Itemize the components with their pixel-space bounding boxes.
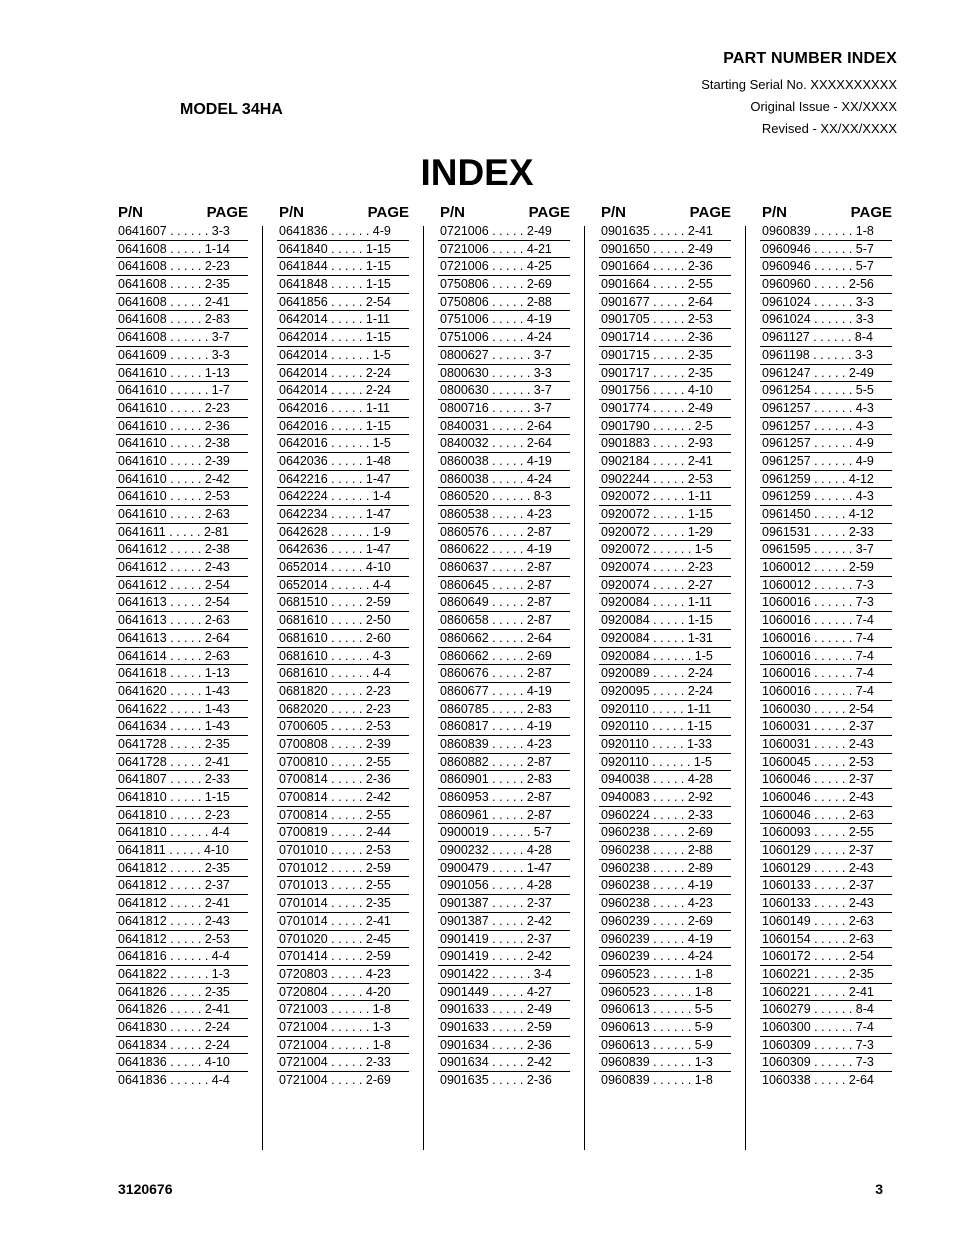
index-entry: 0901449 . . . . . 4-27 <box>438 984 570 1002</box>
index-entry: 0901664 . . . . . 2-36 <box>599 258 731 276</box>
pn-header: P/N <box>118 204 144 221</box>
index-entry: 0960239 . . . . . 4-24 <box>599 948 731 966</box>
index-entry: 1060046 . . . . . 2-43 <box>760 789 892 807</box>
index-entry: 1060031 . . . . . 2-37 <box>760 718 892 736</box>
index-column-3 <box>438 204 570 1090</box>
index-entry: 0840032 . . . . . 2-64 <box>438 435 570 453</box>
index-entry: 0721004 . . . . . . 1-8 <box>277 1037 409 1055</box>
index-entry: 0641836 . . . . . . 4-9 <box>277 223 409 241</box>
index-entry: 0800630 . . . . . . 3-3 <box>438 365 570 383</box>
index-entry: 0681510 . . . . . 2-59 <box>277 594 409 612</box>
index-entry: 0860622 . . . . . 4-19 <box>438 541 570 559</box>
index-entry: 0960238 . . . . . 4-19 <box>599 877 731 895</box>
index-entry: 0960523 . . . . . . 1-8 <box>599 966 731 984</box>
index-entry: 0901883 . . . . . 2-93 <box>599 435 731 453</box>
index-entry: 0642224 . . . . . . 1-4 <box>277 488 409 506</box>
index-entry: 0641822 . . . . . . 1-3 <box>116 966 248 984</box>
index-entry: 0642016 . . . . . . 1-5 <box>277 435 409 453</box>
index-entry: 0961531 . . . . . 2-33 <box>760 524 892 542</box>
index-entry: 0860538 . . . . . 4-23 <box>438 506 570 524</box>
index-entry: 0901664 . . . . . 2-55 <box>599 276 731 294</box>
index-entry: 1060221 . . . . . 2-35 <box>760 966 892 984</box>
index-rows <box>116 223 248 1090</box>
index-entry: 0641613 . . . . . 2-64 <box>116 630 248 648</box>
index-entry: 0641608 . . . . . 2-35 <box>116 276 248 294</box>
index-entry: 0641812 . . . . . 2-43 <box>116 913 248 931</box>
index-entry: 0901387 . . . . . 2-42 <box>438 913 570 931</box>
index-entry: 0920072 . . . . . 1-15 <box>599 506 731 524</box>
index-entry: 0642036 . . . . . 1-48 <box>277 453 409 471</box>
index-entry: 0700819 . . . . . 2-44 <box>277 824 409 842</box>
page-header: PAGE <box>850 204 892 221</box>
index-rows <box>277 223 409 1090</box>
index-entry: 0860662 . . . . . 2-69 <box>438 648 570 666</box>
index-entry: 0961257 . . . . . . 4-9 <box>760 435 892 453</box>
index-entry: 0961257 . . . . . . 4-3 <box>760 400 892 418</box>
index-entry: 0641834 . . . . . 2-24 <box>116 1037 248 1055</box>
index-entry: 1060133 . . . . . 2-37 <box>760 877 892 895</box>
index-entry: 0961450 . . . . . 4-12 <box>760 506 892 524</box>
index-entry: 0700814 . . . . . 2-36 <box>277 771 409 789</box>
index-entry: 0641810 . . . . . 2-23 <box>116 807 248 825</box>
index-entry: 0901419 . . . . . 2-42 <box>438 948 570 966</box>
index-entry: 1060149 . . . . . 2-63 <box>760 913 892 931</box>
index-entry: 0642014 . . . . . 2-24 <box>277 365 409 383</box>
index-entry: 0860961 . . . . . 2-87 <box>438 807 570 825</box>
index-entry: 0641812 . . . . . 2-37 <box>116 877 248 895</box>
index-entry: 0901635 . . . . . 2-41 <box>599 223 731 241</box>
index-entry: 0920074 . . . . . 2-23 <box>599 559 731 577</box>
index-entry: 1060016 . . . . . . 7-4 <box>760 665 892 683</box>
index-entry: 0961257 . . . . . . 4-9 <box>760 453 892 471</box>
index-rows <box>438 223 570 1090</box>
index-entry: 0961259 . . . . . . 4-3 <box>760 488 892 506</box>
index-entry: 0901715 . . . . . 2-35 <box>599 347 731 365</box>
index-entry: 0961198 . . . . . . 3-3 <box>760 347 892 365</box>
index-entry: 0900019 . . . . . . 5-7 <box>438 824 570 842</box>
index-entry: 0961254 . . . . . . 5-5 <box>760 382 892 400</box>
index-entry: 0901056 . . . . . 4-28 <box>438 877 570 895</box>
index-entry: 0901774 . . . . . 2-49 <box>599 400 731 418</box>
column-header <box>599 204 731 223</box>
index-entry: 0860662 . . . . . 2-64 <box>438 630 570 648</box>
index-entry: 0920110 . . . . . . 1-5 <box>599 754 731 772</box>
index-entry: 0961595 . . . . . . 3-7 <box>760 541 892 559</box>
index-entry: 0642628 . . . . . . 1-9 <box>277 524 409 542</box>
page-header-title: PART NUMBER INDEX <box>723 50 897 67</box>
index-entry: 0901705 . . . . . 2-53 <box>599 311 731 329</box>
index-entry: 0641812 . . . . . 2-41 <box>116 895 248 913</box>
index-entry: 0641612 . . . . . 2-54 <box>116 577 248 595</box>
index-column-5 <box>760 204 892 1090</box>
index-entry: 0860637 . . . . . 2-87 <box>438 559 570 577</box>
index-entry: 0750806 . . . . . 2-88 <box>438 294 570 312</box>
index-entry: 0641610 . . . . . 2-23 <box>116 400 248 418</box>
index-entry: 0721004 . . . . . 2-69 <box>279 1073 391 1087</box>
index-entry: 0961259 . . . . . 4-12 <box>760 471 892 489</box>
index-entry: 0642014 . . . . . 1-15 <box>277 329 409 347</box>
index-entry: 1060338 . . . . . 2-64 <box>762 1073 874 1087</box>
index-entry: 1060129 . . . . . 2-37 <box>760 842 892 860</box>
index-entry: 1060045 . . . . . 2-53 <box>760 754 892 772</box>
index-entry: 0840031 . . . . . 2-64 <box>438 418 570 436</box>
index-entry: 0920110 . . . . . 1-33 <box>599 736 731 754</box>
index-entry: 0641807 . . . . . 2-33 <box>116 771 248 789</box>
index-entry: 0901419 . . . . . 2-37 <box>438 931 570 949</box>
index-entry: 0960960 . . . . . 2-56 <box>760 276 892 294</box>
index-entry: 0901650 . . . . . 2-49 <box>599 241 731 259</box>
index-entry: 0641848 . . . . . 1-15 <box>277 276 409 294</box>
index-entry: 1060046 . . . . . 2-37 <box>760 771 892 789</box>
index-entry: 0960839 . . . . . . 1-8 <box>601 1073 713 1087</box>
index-entry: 0641840 . . . . . 1-15 <box>277 241 409 259</box>
index-entry: 0641620 . . . . . 1-43 <box>116 683 248 701</box>
index-entry: 0920072 . . . . . 1-11 <box>599 488 731 506</box>
index-entry: 0701014 . . . . . 2-41 <box>277 913 409 931</box>
index-entry: 0960239 . . . . . 4-19 <box>599 931 731 949</box>
index-entry: 0641812 . . . . . 2-35 <box>116 860 248 878</box>
index-entry: 1060030 . . . . . 2-54 <box>760 701 892 719</box>
document-number: 3120676 <box>118 1181 173 1197</box>
index-entry: 0641608 . . . . . 2-83 <box>116 311 248 329</box>
index-entry: 0652014 . . . . . . 4-4 <box>277 577 409 595</box>
index-entry: 0641610 . . . . . 2-36 <box>116 418 248 436</box>
index-entry: 0860576 . . . . . 2-87 <box>438 524 570 542</box>
index-entry: 0641816 . . . . . . 4-4 <box>116 948 248 966</box>
index-entry: 0641610 . . . . . 2-53 <box>116 488 248 506</box>
index-entry: 0920095 . . . . . 2-24 <box>599 683 731 701</box>
index-entry: 0960238 . . . . . 2-69 <box>599 824 731 842</box>
index-entry: 0642234 . . . . . 1-47 <box>277 506 409 524</box>
index-entry: 0720804 . . . . . 4-20 <box>277 984 409 1002</box>
index-rows <box>599 223 731 1090</box>
index-entry: 1060016 . . . . . . 7-4 <box>760 683 892 701</box>
index-entry: 0960839 . . . . . . 1-8 <box>760 223 892 241</box>
index-entry: 0641810 . . . . . . 4-4 <box>116 824 248 842</box>
index-entry: 1060093 . . . . . 2-55 <box>760 824 892 842</box>
index-entry: 0721006 . . . . . 4-25 <box>438 258 570 276</box>
index-entry: 0860520 . . . . . . 8-3 <box>438 488 570 506</box>
index-entry: 0961247 . . . . . 2-49 <box>760 365 892 383</box>
index-entry: 0641611 . . . . . 2-81 <box>116 524 248 542</box>
index-entry: 1060016 . . . . . . 7-4 <box>760 612 892 630</box>
index-entry: 1060133 . . . . . 2-43 <box>760 895 892 913</box>
index-entry: 0681610 . . . . . 2-60 <box>277 630 409 648</box>
index-entry: 0641811 . . . . . 4-10 <box>116 842 248 860</box>
page-header: PAGE <box>206 204 248 221</box>
index-entry: 0721006 . . . . . 4-21 <box>438 241 570 259</box>
column-header <box>760 204 892 223</box>
index-entry: 1060016 . . . . . . 7-3 <box>760 594 892 612</box>
index-entry: 1060046 . . . . . 2-63 <box>760 807 892 825</box>
index-entry: 0860901 . . . . . 2-83 <box>438 771 570 789</box>
index-entry: 0641826 . . . . . 2-35 <box>116 984 248 1002</box>
index-entry: 0641810 . . . . . 1-15 <box>116 789 248 807</box>
index-entry: 1060016 . . . . . . 7-4 <box>760 630 892 648</box>
index-entry: 0641612 . . . . . 2-38 <box>116 541 248 559</box>
index-entry: 0920084 . . . . . 1-31 <box>599 630 731 648</box>
index-entry: 0641610 . . . . . 2-42 <box>116 471 248 489</box>
column-divider <box>423 226 424 1150</box>
index-entry: 0641610 . . . . . 1-13 <box>116 365 248 383</box>
index-entry: 0800627 . . . . . . 3-7 <box>438 347 570 365</box>
index-entry: 0700814 . . . . . 2-42 <box>277 789 409 807</box>
index-entry: 0800630 . . . . . . 3-7 <box>438 382 570 400</box>
index-entry: 0701020 . . . . . 2-45 <box>277 931 409 949</box>
index-entry: 0642016 . . . . . 1-15 <box>277 418 409 436</box>
column-header <box>116 204 248 223</box>
index-entry: 0682020 . . . . . 2-23 <box>277 701 409 719</box>
index-entry: 0920110 . . . . . 1-11 <box>599 701 731 719</box>
index-column-4 <box>599 204 731 1090</box>
index-entry: 0901633 . . . . . 2-49 <box>438 1001 570 1019</box>
index-entry: 0961127 . . . . . . 8-4 <box>760 329 892 347</box>
index-entry: 0860817 . . . . . 4-19 <box>438 718 570 736</box>
index-entry: 0701414 . . . . . 2-59 <box>277 948 409 966</box>
index-entry: 0641613 . . . . . 2-63 <box>116 612 248 630</box>
index-title: INDEX <box>420 152 534 193</box>
index-entry: 0641728 . . . . . 2-41 <box>116 754 248 772</box>
index-entry: 0960613 . . . . . . 5-9 <box>599 1019 731 1037</box>
index-entry: 1060300 . . . . . . 7-4 <box>760 1019 892 1037</box>
column-header <box>277 204 409 223</box>
index-entry: 0641844 . . . . . 1-15 <box>277 258 409 276</box>
index-entry: 0641856 . . . . . 2-54 <box>277 294 409 312</box>
index-entry: 0901633 . . . . . 2-59 <box>438 1019 570 1037</box>
index-entry: 1060154 . . . . . 2-63 <box>760 931 892 949</box>
index-entry: 0681610 . . . . . 2-50 <box>277 612 409 630</box>
index-entry: 0681820 . . . . . 2-23 <box>277 683 409 701</box>
index-entry: 0652014 . . . . . 4-10 <box>277 559 409 577</box>
index-entry: 0701013 . . . . . 2-55 <box>277 877 409 895</box>
index-entry: 0642014 . . . . . 1-11 <box>277 311 409 329</box>
index-entry: 0641728 . . . . . 2-35 <box>116 736 248 754</box>
index-entry: 0961024 . . . . . . 3-3 <box>760 294 892 312</box>
index-entry: 0920110 . . . . . 1-15 <box>599 718 731 736</box>
index-entry: 1060031 . . . . . 2-43 <box>760 736 892 754</box>
index-entry: 0721004 . . . . . 2-33 <box>277 1054 409 1072</box>
index-entry: 0641610 . . . . . . 1-7 <box>116 382 248 400</box>
index-entry: 0860658 . . . . . 2-87 <box>438 612 570 630</box>
index-entry: 0920084 . . . . . 1-11 <box>599 594 731 612</box>
index-entry: 0642014 . . . . . . 1-5 <box>277 347 409 365</box>
index-entry: 0961024 . . . . . . 3-3 <box>760 311 892 329</box>
index-entry: 0901634 . . . . . 2-42 <box>438 1054 570 1072</box>
index-entry: 1060129 . . . . . 2-43 <box>760 860 892 878</box>
index-entry: 0641812 . . . . . 2-53 <box>116 931 248 949</box>
index-entry: 0901756 . . . . . 4-10 <box>599 382 731 400</box>
index-entry: 0800716 . . . . . . 3-7 <box>438 400 570 418</box>
index-entry: 0860038 . . . . . 4-24 <box>438 471 570 489</box>
index-entry: 0642216 . . . . . 1-47 <box>277 471 409 489</box>
index-entry: 0751006 . . . . . 4-24 <box>438 329 570 347</box>
index-entry: 0720803 . . . . . 4-23 <box>277 966 409 984</box>
index-entry: 1060016 . . . . . . 7-4 <box>760 648 892 666</box>
index-entry: 1060279 . . . . . . 8-4 <box>760 1001 892 1019</box>
index-entry: 0960613 . . . . . . 5-5 <box>599 1001 731 1019</box>
index-entry: 0900232 . . . . . 4-28 <box>438 842 570 860</box>
index-entry: 0940038 . . . . . 4-28 <box>599 771 731 789</box>
index-entry: 0960239 . . . . . 2-69 <box>599 913 731 931</box>
index-entry: 0960613 . . . . . . 5-9 <box>599 1037 731 1055</box>
page-number: 3 <box>875 1181 883 1197</box>
index-entry: 0901422 . . . . . . 3-4 <box>438 966 570 984</box>
index-entry: 0700605 . . . . . 2-53 <box>277 718 409 736</box>
page-header: PAGE <box>367 204 409 221</box>
index-entry: 0641622 . . . . . 1-43 <box>116 701 248 719</box>
index-entry: 0641614 . . . . . 2-63 <box>116 648 248 666</box>
revised-line: Revised - XX/XX/XXXX <box>761 121 897 136</box>
index-entry: 0901635 . . . . . 2-36 <box>440 1073 552 1087</box>
index-entry: 0920084 . . . . . 1-15 <box>599 612 731 630</box>
index-entry: 0681610 . . . . . . 4-4 <box>277 665 409 683</box>
index-column-2 <box>277 204 409 1090</box>
index-entry: 0700808 . . . . . 2-39 <box>277 736 409 754</box>
index-entry: 1060012 . . . . . . 7-3 <box>760 577 892 595</box>
index-entry: 0641607 . . . . . . 3-3 <box>116 223 248 241</box>
index-entry: 0860649 . . . . . 2-87 <box>438 594 570 612</box>
index-entry: 0860645 . . . . . 2-87 <box>438 577 570 595</box>
index-entry: 0901714 . . . . . 2-36 <box>599 329 731 347</box>
index-entry: 0641826 . . . . . 2-41 <box>116 1001 248 1019</box>
index-entry: 0641610 . . . . . 2-39 <box>116 453 248 471</box>
index-entry: 0641613 . . . . . 2-54 <box>116 594 248 612</box>
column-divider <box>584 226 585 1150</box>
index-entry: 0860785 . . . . . 2-83 <box>438 701 570 719</box>
index-entry: 0960238 . . . . . 2-88 <box>599 842 731 860</box>
index-entry: 0960523 . . . . . . 1-8 <box>599 984 731 1002</box>
index-entry: 0901677 . . . . . 2-64 <box>599 294 731 312</box>
page-header: PAGE <box>528 204 570 221</box>
column-header <box>438 204 570 223</box>
index-entry: 0860839 . . . . . 4-23 <box>438 736 570 754</box>
index-entry: 0860953 . . . . . 2-87 <box>438 789 570 807</box>
index-rows <box>760 223 892 1090</box>
index-entry: 0642636 . . . . . 1-47 <box>277 541 409 559</box>
index-entry: 0902244 . . . . . 2-53 <box>599 471 731 489</box>
index-entry: 0920084 . . . . . . 1-5 <box>599 648 731 666</box>
index-entry: 0641830 . . . . . 2-24 <box>116 1019 248 1037</box>
index-entry: 0860882 . . . . . 2-87 <box>438 754 570 772</box>
index-entry: 0860038 . . . . . 4-19 <box>438 453 570 471</box>
index-entry: 0641610 . . . . . 2-63 <box>116 506 248 524</box>
index-entry: 0681610 . . . . . . 4-3 <box>277 648 409 666</box>
index-entry: 0920074 . . . . . 2-27 <box>599 577 731 595</box>
index-entry: 0701014 . . . . . 2-35 <box>277 895 409 913</box>
index-entry: 0721003 . . . . . . 1-8 <box>277 1001 409 1019</box>
index-entry: 0701010 . . . . . 2-53 <box>277 842 409 860</box>
index-entry: 0701012 . . . . . 2-59 <box>277 860 409 878</box>
index-entry: 0641836 . . . . . 4-10 <box>116 1054 248 1072</box>
index-entry: 0721006 . . . . . 2-49 <box>438 223 570 241</box>
index-entry: 0860676 . . . . . 2-87 <box>438 665 570 683</box>
index-entry: 0641608 . . . . . 2-41 <box>116 294 248 312</box>
index-entry: 0642016 . . . . . 1-11 <box>277 400 409 418</box>
index-entry: 0901717 . . . . . 2-35 <box>599 365 731 383</box>
index-entry: 0641608 . . . . . . 3-7 <box>116 329 248 347</box>
pn-header: P/N <box>440 204 466 221</box>
index-entry: 0960946 . . . . . . 5-7 <box>760 258 892 276</box>
index-entry: 0901790 . . . . . . 2-5 <box>599 418 731 436</box>
page-header: PAGE <box>689 204 731 221</box>
index-entry: 1060012 . . . . . 2-59 <box>760 559 892 577</box>
model-label: MODEL 34HA <box>180 101 283 118</box>
index-entry: 0642014 . . . . . 2-24 <box>277 382 409 400</box>
index-entry: 0901634 . . . . . 2-36 <box>438 1037 570 1055</box>
index-entry: 0751006 . . . . . 4-19 <box>438 311 570 329</box>
index-entry: 0900479 . . . . . 1-47 <box>438 860 570 878</box>
index-entry: 0940083 . . . . . 2-92 <box>599 789 731 807</box>
index-entry: 0920072 . . . . . 1-29 <box>599 524 731 542</box>
index-entry: 0641608 . . . . . 1-14 <box>116 241 248 259</box>
index-entry: 0860677 . . . . . 4-19 <box>438 683 570 701</box>
index-entry: 1060309 . . . . . . 7-3 <box>760 1037 892 1055</box>
index-entry: 0641618 . . . . . 1-13 <box>116 665 248 683</box>
index-entry: 0700810 . . . . . 2-55 <box>277 754 409 772</box>
index-entry: 0960224 . . . . . 2-33 <box>599 807 731 825</box>
index-entry: 1060221 . . . . . 2-41 <box>760 984 892 1002</box>
index-entry: 1060172 . . . . . 2-54 <box>760 948 892 966</box>
column-divider <box>745 226 746 1150</box>
index-entry: 0920089 . . . . . 2-24 <box>599 665 731 683</box>
index-entry: 0902184 . . . . . 2-41 <box>599 453 731 471</box>
index-entry: 0641608 . . . . . 2-23 <box>116 258 248 276</box>
pn-header: P/N <box>762 204 788 221</box>
index-entry: 0920072 . . . . . . 1-5 <box>599 541 731 559</box>
index-entry: 0641634 . . . . . 1-43 <box>116 718 248 736</box>
pn-header: P/N <box>279 204 305 221</box>
index-entry: 0641612 . . . . . 2-43 <box>116 559 248 577</box>
starting-serial-line: Starting Serial No. XXXXXXXXXX <box>701 77 897 92</box>
original-issue-line: Original Issue - XX/XXXX <box>750 99 897 114</box>
index-entry: 0960238 . . . . . 4-23 <box>599 895 731 913</box>
index-entry: 0641609 . . . . . . 3-3 <box>116 347 248 365</box>
index-entry: 1060309 . . . . . . 7-3 <box>760 1054 892 1072</box>
column-divider <box>262 226 263 1150</box>
index-entry: 0960238 . . . . . 2-89 <box>599 860 731 878</box>
index-entry: 0960946 . . . . . . 5-7 <box>760 241 892 259</box>
index-entry: 0641836 . . . . . . 4-4 <box>118 1073 230 1087</box>
index-entry: 0700814 . . . . . 2-55 <box>277 807 409 825</box>
index-column-1 <box>116 204 248 1090</box>
index-entry: 0960839 . . . . . . 1-3 <box>599 1054 731 1072</box>
index-entry: 0721004 . . . . . . 1-3 <box>277 1019 409 1037</box>
pn-header: P/N <box>601 204 627 221</box>
index-entry: 0901387 . . . . . 2-37 <box>438 895 570 913</box>
index-entry: 0961257 . . . . . . 4-3 <box>760 418 892 436</box>
index-entry: 0750806 . . . . . 2-69 <box>438 276 570 294</box>
index-entry: 0641610 . . . . . 2-38 <box>116 435 248 453</box>
